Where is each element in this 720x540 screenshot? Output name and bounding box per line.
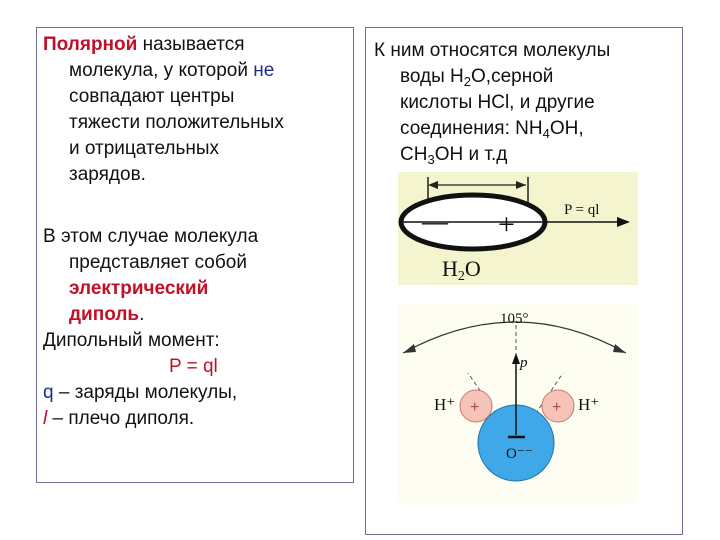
moment-formula: P = ql <box>169 356 218 377</box>
moment-arrow-head <box>617 217 630 227</box>
l-symbol: l <box>43 408 48 429</box>
text: 2 <box>463 74 472 89</box>
text: воды Н <box>400 66 464 87</box>
dipole-figure <box>398 172 638 285</box>
term-electric: электрический <box>69 278 209 299</box>
text: тяжести положительных <box>69 112 284 133</box>
text: и отрицательных <box>69 138 220 159</box>
plus-left: + <box>470 399 480 416</box>
text: не <box>253 60 275 81</box>
text: О,серной <box>471 66 554 87</box>
moment-formula-label: P = ql <box>564 202 600 218</box>
text: К ним относятся молекулы <box>374 40 611 61</box>
angle-arc-arrow-left <box>403 344 416 353</box>
dipole-diagram <box>398 172 638 285</box>
text: CH <box>400 144 428 165</box>
molecule-label: H2O <box>442 256 481 284</box>
text: совпадают центры <box>69 86 235 107</box>
dipole-vector-head <box>512 353 520 364</box>
text: – заряды молекулы, <box>53 382 238 403</box>
left-text-panel <box>36 27 354 483</box>
plus-right: + <box>552 399 562 416</box>
text: В этом случае молекула <box>43 226 259 247</box>
dipole-paragraph <box>43 224 351 432</box>
text: 3 <box>427 152 435 167</box>
dimension-arrow-right <box>516 181 526 189</box>
text: – плечо диполя. <box>47 408 195 429</box>
term-dipole: диполь <box>69 304 140 325</box>
text: называется <box>137 34 245 55</box>
text: представляет собой <box>69 252 247 273</box>
examples-paragraph <box>374 38 678 168</box>
water-molecule-figure <box>398 303 638 503</box>
term-polar: Полярной <box>43 34 138 55</box>
text: OH, <box>549 118 584 139</box>
water-diagram <box>398 303 638 503</box>
text: . <box>139 304 145 325</box>
q-symbol: q <box>43 382 54 403</box>
angle-label: 105° <box>500 311 529 327</box>
plus-sign: + <box>498 208 515 241</box>
text: соединения: NH <box>400 118 543 139</box>
text: OH и т.д <box>434 144 508 165</box>
definition-paragraph <box>43 32 351 188</box>
minus-sign: — <box>422 207 448 236</box>
h-label-right: H⁺ <box>578 395 600 414</box>
angle-arc-arrow-right <box>613 344 626 353</box>
text: кислоты HCl, и другие <box>400 92 595 113</box>
moment-label: Дипольный момент: <box>43 330 220 351</box>
text: молекула, у которой <box>69 60 254 81</box>
vector-label: p <box>520 355 528 371</box>
h-label-left: H⁺ <box>434 395 456 414</box>
dimension-arrow-left <box>428 181 438 189</box>
o-label: O⁻⁻ <box>506 446 533 462</box>
text: зарядов. <box>69 164 146 185</box>
text: 4 <box>542 126 550 141</box>
